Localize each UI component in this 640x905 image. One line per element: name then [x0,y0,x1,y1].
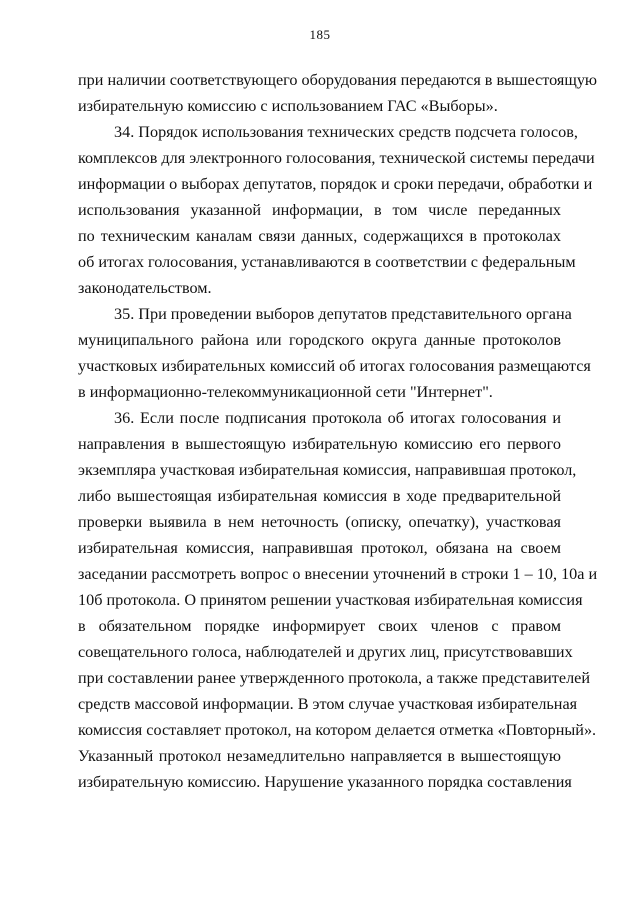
text-line: избирательную комиссию. Нарушение указанного порядка составления [78,773,572,791]
text-line: средств массовой информации. В этом случае участковая избирательная [78,695,578,713]
text-line: направления в вышестоящую избирательную комиссию его первого [78,435,561,453]
text-line: комплексов для электронного голосования, технической системы передачи [78,149,595,167]
page-number: 185 [309,27,331,42]
text-line: избирательную комиссию с использованием ГАС «Выборы». [78,97,498,115]
text-line: 35. При проведении выборов депутатов представительного органа [114,305,572,323]
text-line: Указанный протокол незамедлительно направляется в вышестоящую [78,747,561,765]
text-line: в обязательном порядке информирует своих членов с правом [78,617,561,635]
text-line: информации о выборах депутатов, порядок и сроки передачи, обработки и [78,175,593,193]
text-line: при наличии соответствующего оборудования передаются в вышестоящую [78,71,598,89]
text-line: участковых избирательных комиссий об итогах голосования размещаются [78,357,591,375]
text-line: 10б протокола. О принятом решении участковая избирательная комиссия [78,591,583,609]
text-line: проверки выявила в нем неточность (описку, опечатку), участковая [78,513,561,531]
text-line: 34. Порядок использования технических средств подсчета голосов, [114,123,578,141]
text-line: в информационно-телекоммуникационной сети "Интернет". [78,383,493,401]
text-line: использования указанной информации, в том числе переданных [78,201,561,219]
text-line: законодательством. [78,279,212,297]
text-line: по техническим каналам связи данных, содержащихся в протоколах [78,227,561,245]
text-line: 36. Если после подписания протокола об итогах голосования и [114,409,561,427]
text-line: при составлении ранее утвержденного протокола, а также представителей [78,669,590,687]
text-line: об итогах голосования, устанавливаются в соответствии с федеральным [78,253,576,271]
text-line: муниципального района или городского округа данные протоколов [78,331,561,349]
text-line: комиссия составляет протокол, на котором делается отметка «Повторный». [78,721,597,739]
text-line: заседании рассмотреть вопрос о внесении уточнений в строки 1 – 10, 10а и [78,565,598,583]
text-line: избирательная комиссия, направившая протокол, обязана на своем [78,539,561,557]
text-line: экземпляра участковая избирательная комиссия, направившая протокол, [78,461,577,479]
text-line: либо вышестоящая избирательная комиссия в ходе предварительной [78,487,561,505]
text-line: совещательного голоса, наблюдателей и других лиц, присутствовавших [78,643,573,661]
